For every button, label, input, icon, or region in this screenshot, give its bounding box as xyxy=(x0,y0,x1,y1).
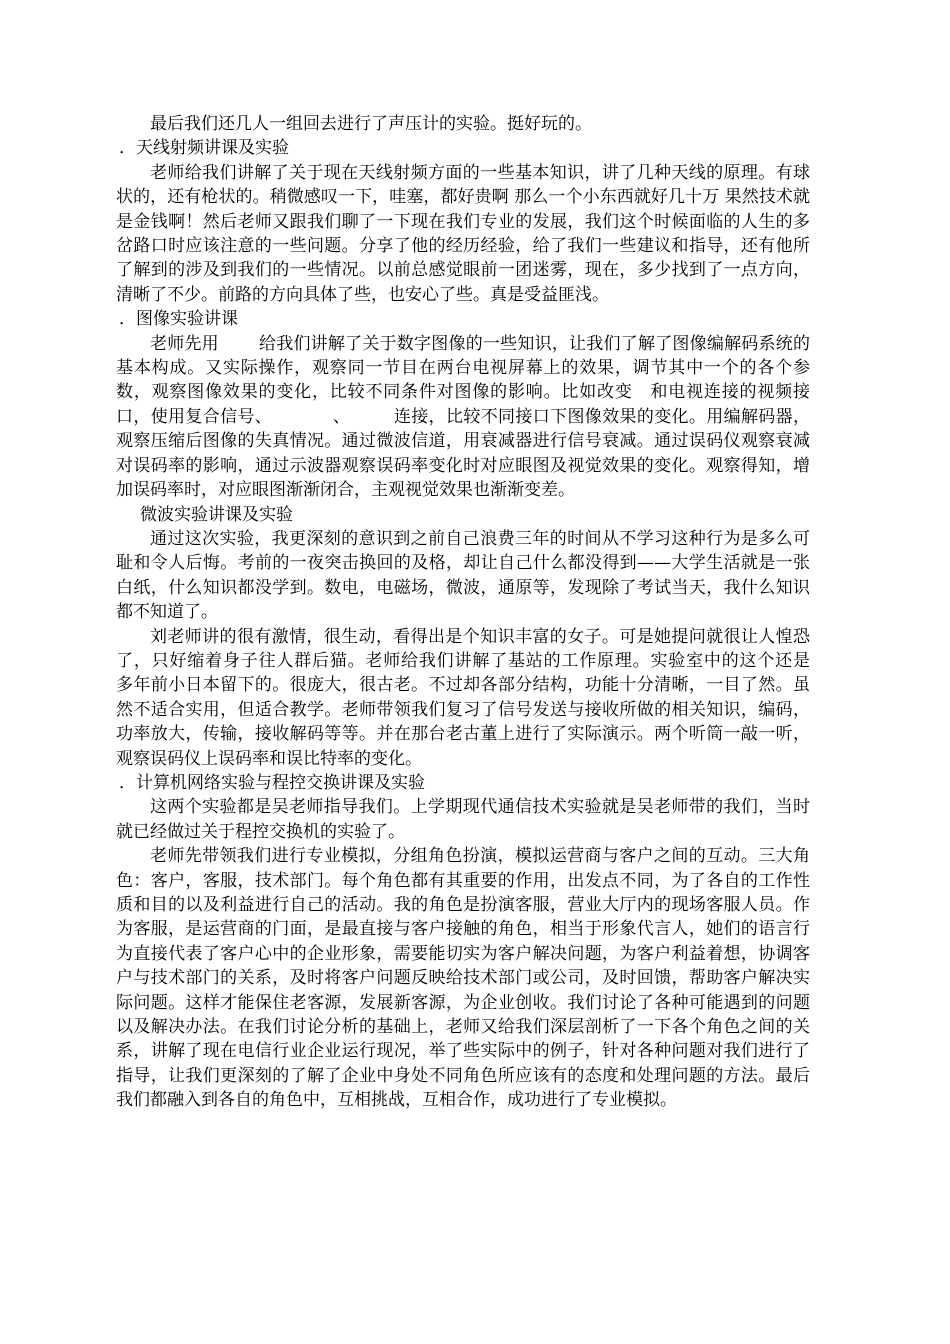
paragraph-microwave-reflection: 通过这次实验，我更深刻的意识到之前自己浪费三年的时间从不学习这种行为是多么可耻和令人后悔。考前的一夜突击换回的及格，却让自己什么都没得到——大学生活就是一张白纸，什么知识都没学到。数电，电磁场，微波，通原等，发现除了考试当天，我什么知识都不知道了。 xyxy=(116,528,810,623)
paragraph-sound-meter: 最后我们还几人一组回去进行了声压计的实验。挺好玩的。 xyxy=(150,114,592,134)
heading-image-experiment: ．图像实验讲课 xyxy=(119,309,238,330)
document-body xyxy=(116,112,844,1113)
paragraph-network-intro: 这两个实验都是吴老师指导我们。上学期现代通信技术实验就是吴老师带的我们，当时就已经做过关于程控交换机的实验了。 xyxy=(116,797,810,842)
paragraph-role-play: 老师先带领我们进行专业模拟，分组角色扮演，模拟运营商与客户之间的互动。三大角色：客户，客服，技术部门。每个角色都有其重要的作用，出发点不同，为了各自的工作性质和目的以及利益进行自己的活动。我的角色是扮演客服，营业大厅内的现场客服人员。作为客服，是运营商的门面，是最直接与客户接触的角色，相当于形象代言人，她们的语言行为直接代表了客户心中的企业形象，需要能切实为客户解决问题，为客户利益着想，协调客户与技术部门的关系，及时将客户问题反映给技术部门或公司，及时回馈，帮助客户解决实际问题。这样才能保住老客源，发展新客源，为企业创收。我们讨论了各种可能遇到的问题以及解决办法。在我们讨论分析的基础上，老师又给我们深层剖析了一下各个角色之间的关系，讲解了现在电信行业企业运行现况，举了些实际中的例子，针对各种问题对我们进行了指导，让我们更深刻的了解了企业中身处不同角色所应该有的态度和处理问题的方法。最后我们都融入到各自的角色中，互相挑战，互相合作，成功进行了专业模拟。 xyxy=(116,846,810,1111)
heading-network-switching: ．计算机网络实验与程控交换讲课及实验 xyxy=(119,772,425,793)
paragraph-image-experiment: 老师先用 给我们讲解了关于数字图像的一些知识，让我们了解了图像编解码系统的基本构成。又实际操作，观察同一节目在两台电视屏幕上的效果，调节其中一个的各个参数，观察图像效果的变化，比较不同条件对图像的影响。比如改变 和电视连接的视频接口，使用复合信号、 、 连接，比较不同接口下图像效果的变化。用编解码器，观察压缩后图像的失真情况。通过微波信道，用衰减器进行信号衰减。通过误码仪观察衰减对误码率的影响，通过示波器观察误码率变化时对应眼图及视觉效果的变化。观察得知，增加误码率时，对应眼图渐渐闭合，主观视觉效果也渐渐变差。 xyxy=(116,333,810,501)
paragraph-antenna-rf: 老师给我们讲解了关于现在天线射频方面的一些基本知识，讲了几种天线的原理。有球状的，还有枪状的。稍微感叹一下，哇塞，都好贵啊 那么一个小东西就好几十万 果然技术就是金钱啊！然后老师又跟我们聊了一下现在我们专业的发展，我们这个时候面临的人生的多岔路口时应该注意的一些问题。分享了他的经历经验，给了我们一些建议和指导，还有他所了解到的涉及到我们的一些情况。以前总感觉眼前一团迷雾，现在，多少找到了一点方向，清晰了不少。前路的方向具体了些，也安心了些。真是受益匪浅。 xyxy=(116,162,810,305)
paragraph-microwave-base-station: 刘老师讲的很有激情，很生动，看得出是个知识丰富的女子。可是她提问就很让人惶恐了，只好缩着身子往人群后猫。老师给我们讲解了基站的工作原理。实验室中的这个还是 多年前小日本留下的。很庞大，很古老。不过却各部分结构，功能十分清晰，一目了然。虽然不适合实用，但适合教学。老师带领我们复习了信号发送与接收所做的相关知识，编码，功率放大，传输，接收解码等等。并在那台老古董上进行了实际演示。两个听筒一敲一听，观察误码仪上误码率和误比特率的变化。 xyxy=(116,626,844,769)
heading-microwave: 微波实验讲课及实验 xyxy=(140,504,293,525)
heading-antenna-rf: ．天线射频讲课及实验 xyxy=(119,138,289,159)
